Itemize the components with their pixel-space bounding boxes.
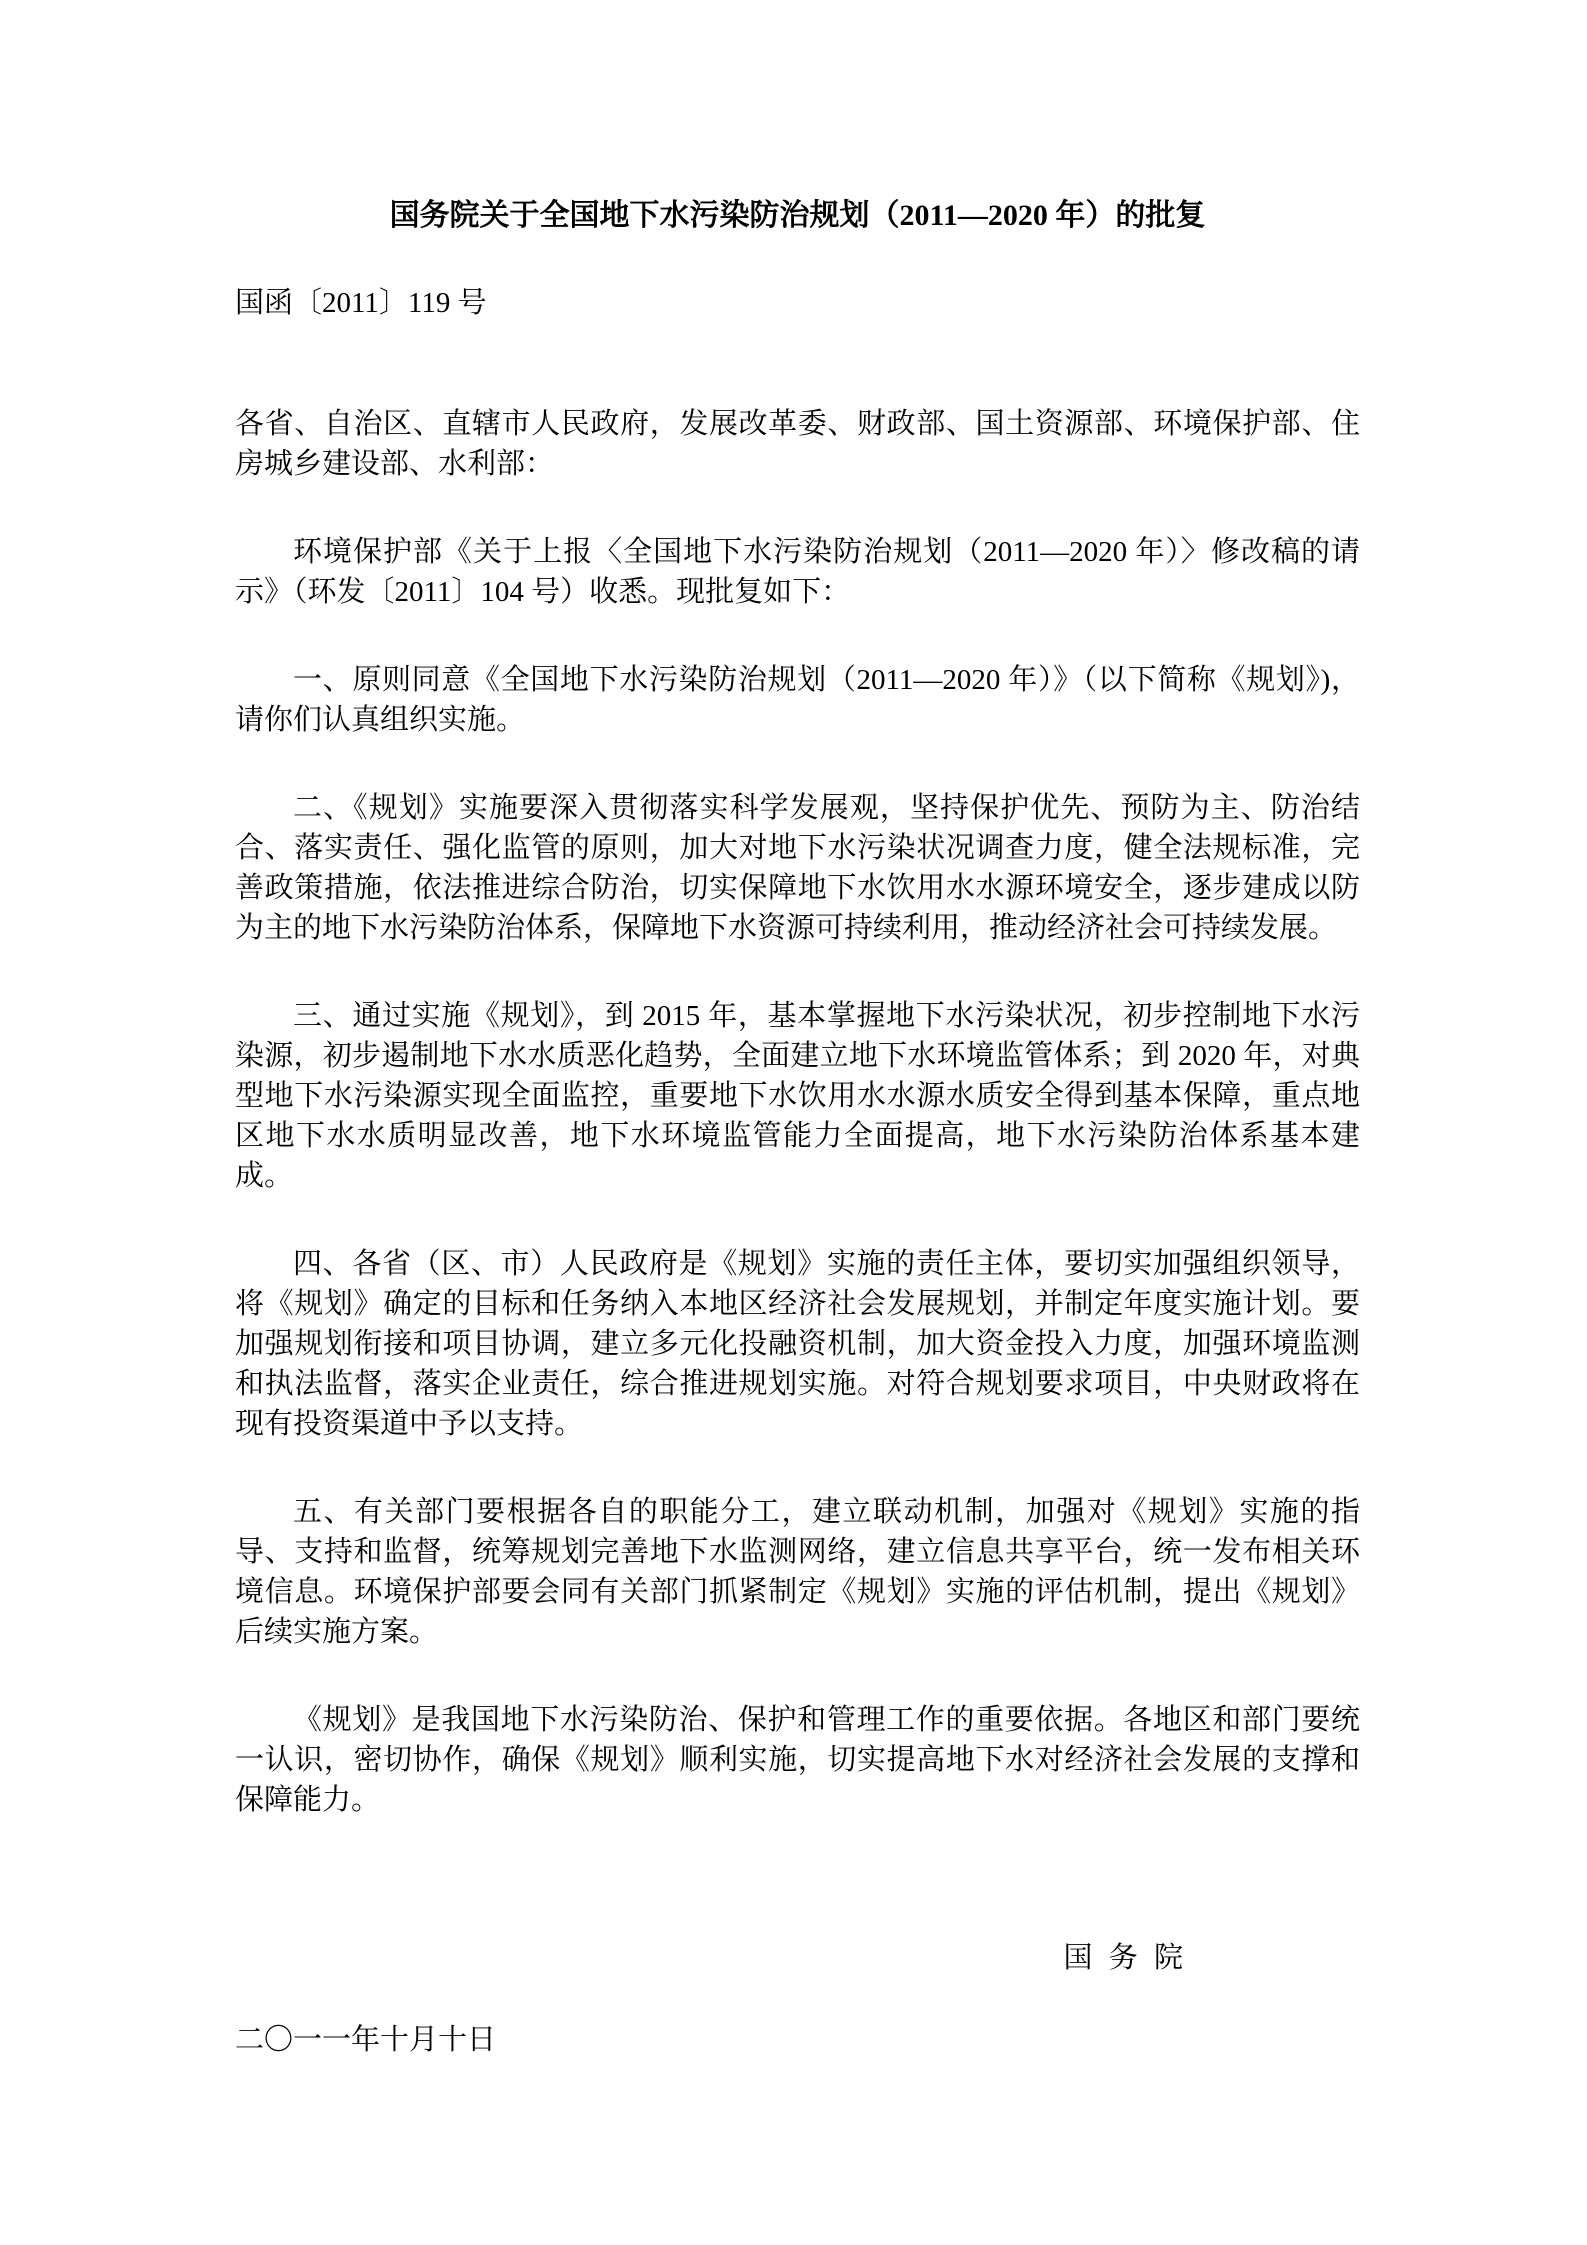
body-paragraph-item-2: 二、《规划》实施要深入贯彻落实科学发展观，坚持保护优先、预防为主、防治结合、落实责任、强化监管的原则，加大对地下水污染状况调查力度，健全法规标准，完善政策措施，依法推进综合防治，切实保障地下水饮用水水源环境安全，逐步建成以防为主的地下水污染防治体系，保障地下水资源可持续利用，推动经济社会可持续发展。 <box>235 792 1360 944</box>
body-paragraph-item-4: 四、各省（区、市）人民政府是《规划》实施的责任主体，要切实加强组织领导，将《规划》确定的目标和任务纳入本地区经济社会发展规划，并制定年度实施计划。要加强规划衔接和项目协调，建立多元化投融资机制，加大资金投入力度，加强环境监测和执法监督，落实企业责任，综合推进规划实施。对符合规划要求项目，中央财政将在现有投资渠道中予以支持。 <box>235 1248 1360 1440</box>
body-paragraph-closing: 《规划》是我国地下水污染防治、保护和管理工作的重要依据。各地区和部门要统一认识，密切协作，确保《规划》顺利实施，切实提高地下水对经济社会发展的支撑和保障能力。 <box>235 1704 1360 1816</box>
document-title: 国务院关于全国地下水污染防治规划（2011—2020 年）的批复 <box>389 199 1206 232</box>
document-number: 国函〔2011〕119 号 <box>235 287 487 319</box>
document-date: 二〇一一年十月十日 <box>235 2024 497 2056</box>
issuer-signature: 国 务 院 <box>1063 1942 1183 1974</box>
body-paragraph-item-1: 一、原则同意《全国地下水污染防治规划（2011—2020 年）》（以下简称《规划》)，请你们认真组织实施。 <box>235 664 1360 736</box>
body-paragraph-intro: 环境保护部《关于上报〈全国地下水污染防治规划（2011—2020 年）〉修改稿的请示》（环发〔2011〕104 号）收悉。现批复如下： <box>235 536 1360 608</box>
body-paragraph-item-5: 五、有关部门要根据各自的职能分工，建立联动机制，加强对《规划》实施的指导、支持和监督，统筹规划完善地下水监测网络，建立信息共享平台，统一发布相关环境信息。环境保护部要会同有关部门抓紧制定《规划》实施的评估机制，提出《规划》后续实施方案。 <box>235 1496 1360 1648</box>
body-paragraph-item-3: 三、通过实施《规划》，到 2015 年，基本掌握地下水污染状况，初步控制地下水污染源，初步遏制地下水水质恶化趋势，全面建立地下水环境监管体系；到 2020 年，对典型地下水污染源实现全面监控，重要地下水饮用水水源水质安全得到基本保障，重点地区地下水水质明显改善，地下水环境监管能力全面提高，地下水污染防治体系基本建成。 <box>235 1000 1360 1192</box>
salutation: 各省、自治区、直辖市人民政府，发展改革委、财政部、国土资源部、环境保护部、住房城乡建设部、水利部： <box>235 408 1360 480</box>
